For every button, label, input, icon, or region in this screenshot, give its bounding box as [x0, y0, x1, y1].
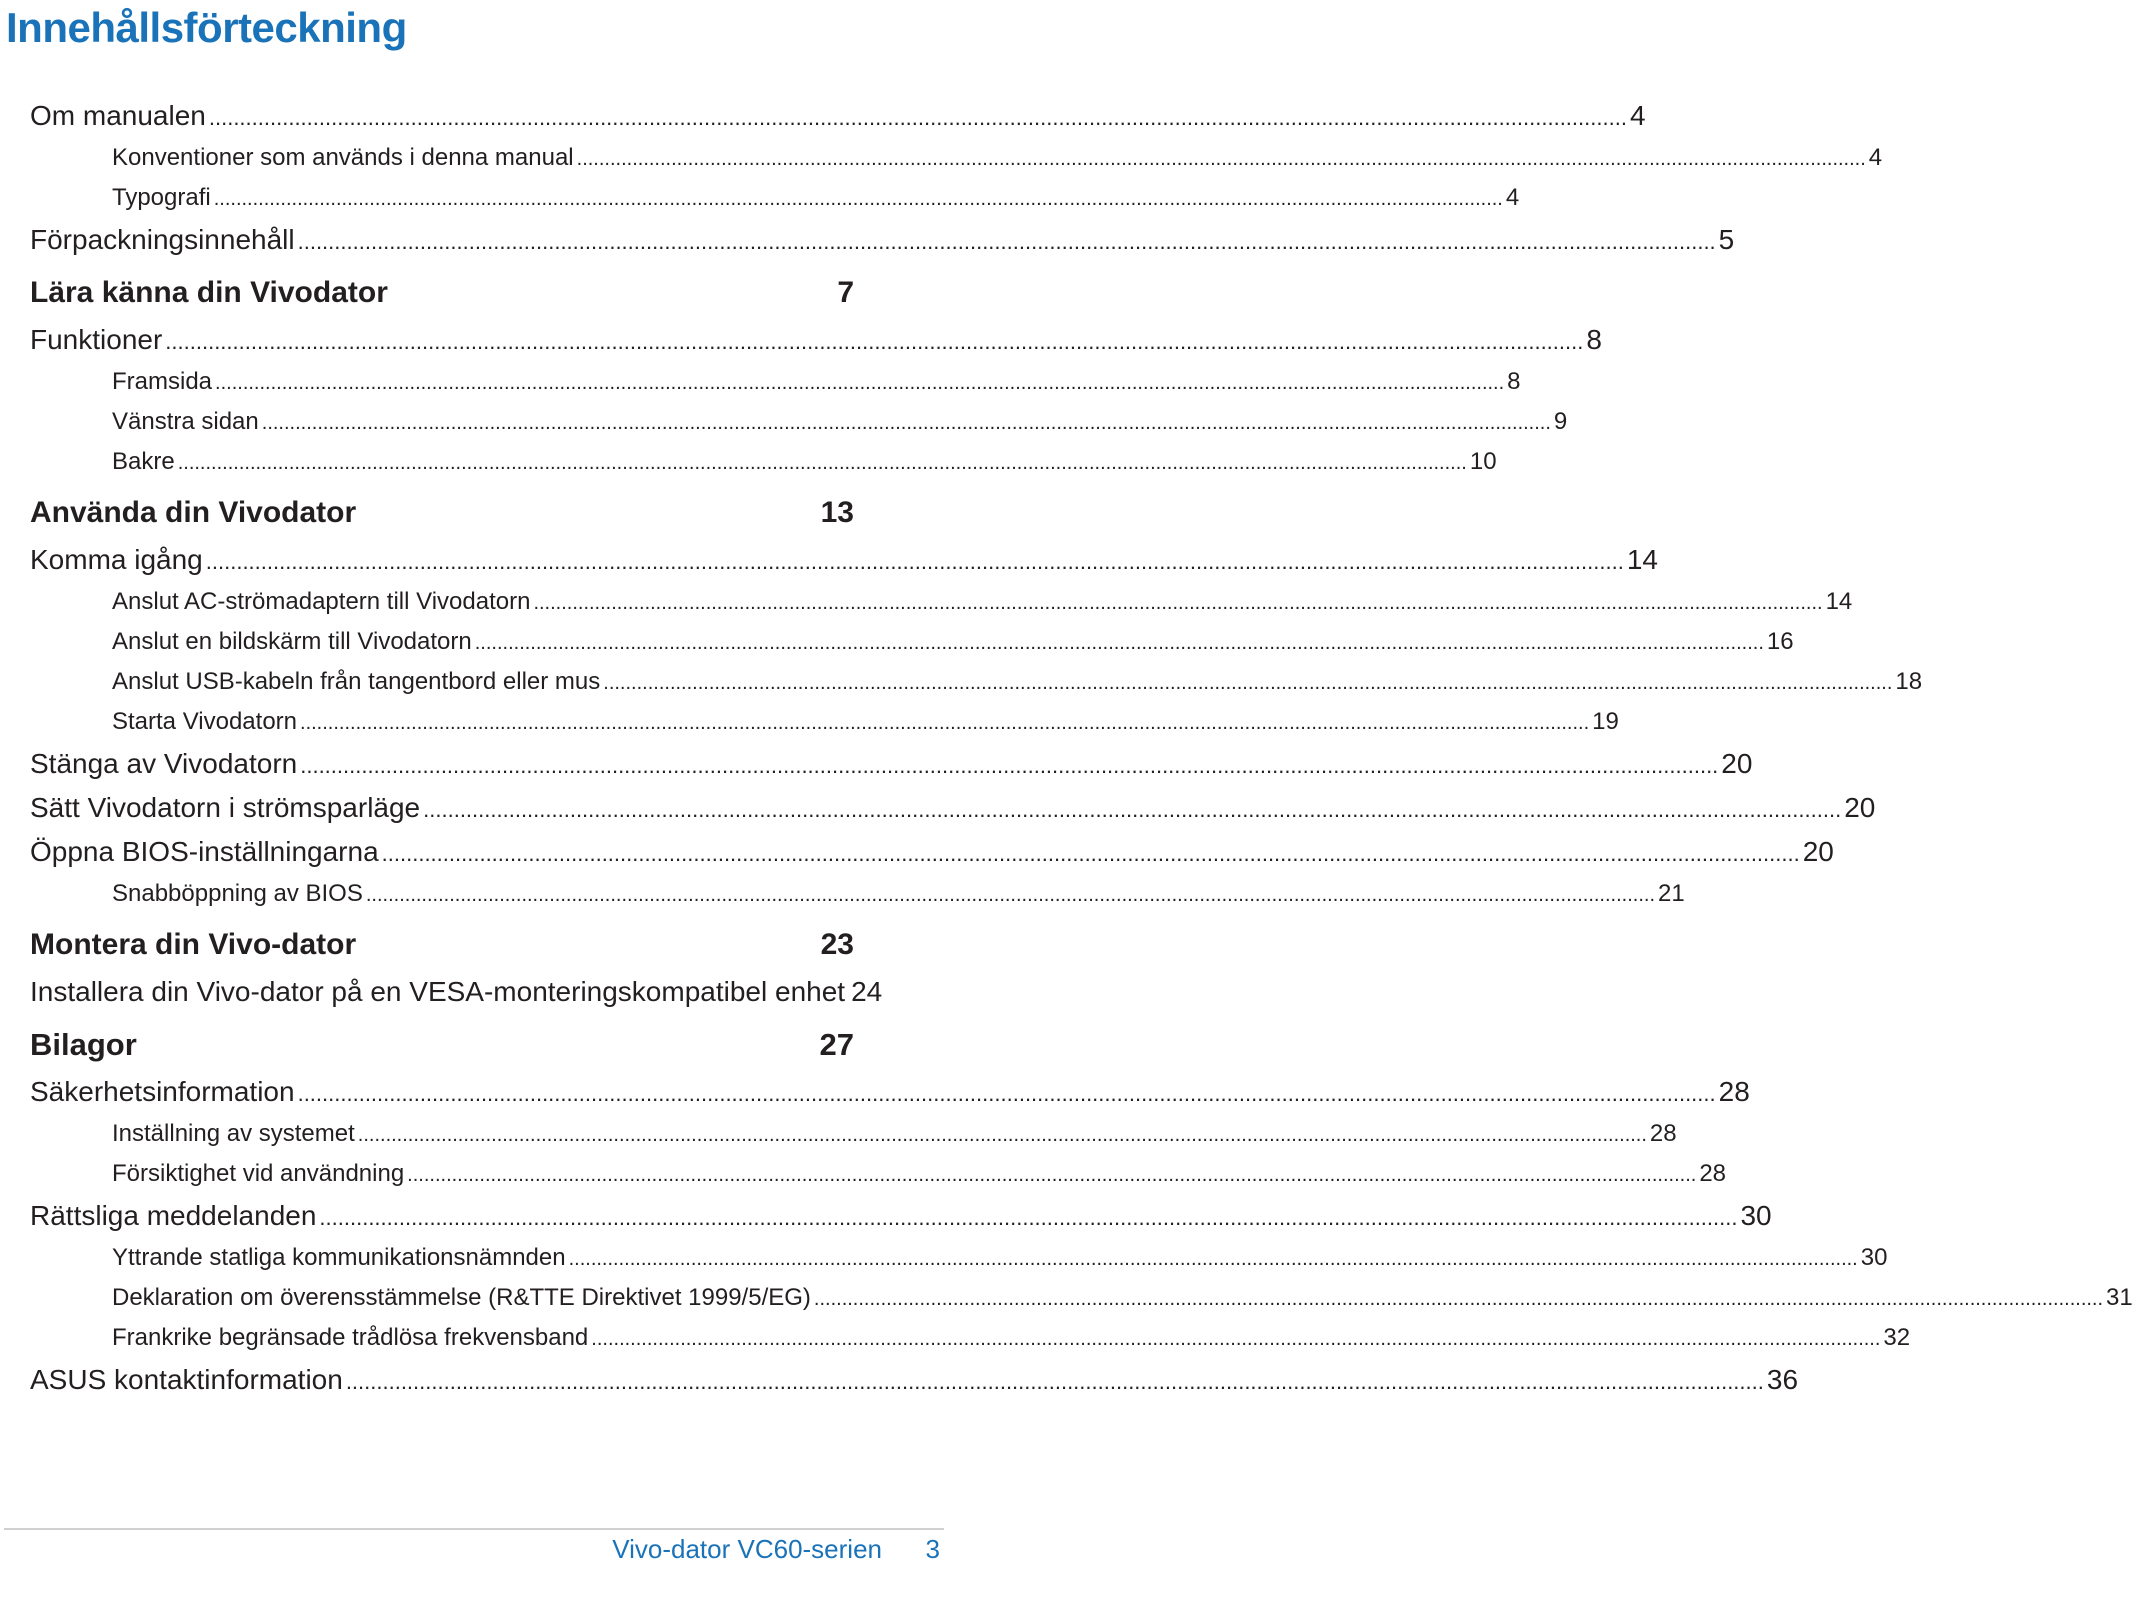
toc-entry-framsida[interactable]: [30, 362, 1521, 402]
dot-leader: [165, 320, 1583, 364]
toc-entry-anslut-bildskarm[interactable]: [30, 622, 1794, 662]
toc-label: Installera din Vivo-dator på en VESA-monteringskompatibel enhet: [30, 976, 846, 1007]
toc-label: Om manualen: [30, 100, 206, 131]
toc-chapter-montera[interactable]: [30, 920, 854, 970]
dot-leader: [423, 788, 1841, 832]
toc-page-number: 19: [1592, 708, 1619, 735]
footer-divider: [4, 1528, 944, 1530]
toc-label: Frankrike begränsade trådlösa frekvensband: [112, 1324, 589, 1351]
footer-page-number: 3: [925, 1534, 940, 1564]
toc-page-number: 4: [1505, 184, 1520, 211]
toc-label: Framsida: [112, 368, 213, 395]
toc-page-number: 4: [1629, 100, 1646, 131]
dot-leader: [262, 403, 1551, 443]
toc-label: Försiktighet vid användning: [112, 1160, 405, 1187]
toc-entry-bakre[interactable]: [30, 442, 1497, 482]
dot-leader: [319, 1196, 1737, 1240]
toc-chapter-anvanda[interactable]: [30, 488, 854, 538]
toc-page-number: 8: [1586, 324, 1602, 355]
toc-entry-stanga-av[interactable]: [30, 742, 1753, 786]
toc-entry-anslut-usb[interactable]: [30, 662, 1923, 702]
toc-chapter-label: Bilagor: [30, 1027, 137, 1062]
dot-leader: [814, 1279, 2103, 1319]
toc-entry-om-manualen[interactable]: [30, 94, 1646, 138]
page-title: Innehållsförteckning: [6, 4, 407, 51]
dot-leader: [382, 832, 1800, 876]
dot-leader: [475, 623, 1764, 663]
toc-page-number: 8: [1507, 368, 1521, 395]
toc-entry-stromsparlage[interactable]: [30, 786, 1876, 830]
toc-label: Rättsliga meddelanden: [30, 1200, 317, 1231]
toc-page-number: 5: [1718, 224, 1735, 255]
toc-chapter-bilagor[interactable]: [30, 1020, 854, 1070]
toc-entry-komma-igang[interactable]: [30, 538, 1658, 582]
toc-page-number: 14: [1825, 588, 1853, 615]
toc-entry-forpackningsinnehall[interactable]: [30, 218, 1735, 262]
toc-page-number: 24: [851, 976, 883, 1007]
footer-product-name: Vivo-dator VC60-serien: [612, 1534, 882, 1564]
toc-label: Förpackningsinnehåll: [30, 224, 295, 255]
table-of-contents: [30, 94, 2133, 1402]
toc-label: Typografi: [112, 184, 211, 211]
toc-page-number: 30: [1860, 1244, 1888, 1271]
toc-page-number: 36: [1766, 1364, 1799, 1395]
toc-chapter-label: Använda din Vivodator: [30, 496, 357, 529]
toc-label: Snabböppning av BIOS: [112, 880, 363, 907]
dot-leader: [407, 1155, 1696, 1195]
toc-entry-deklaration[interactable]: [30, 1278, 2133, 1318]
toc-page-number: 27: [819, 1027, 854, 1062]
dot-leader: [214, 179, 1503, 219]
toc-entry-starta[interactable]: [30, 702, 1619, 742]
toc-entry-asus-kontakt[interactable]: [30, 1358, 1799, 1402]
toc-chapter-lara-kanna[interactable]: [30, 268, 854, 318]
toc-page-number: 16: [1766, 628, 1794, 655]
toc-label: Stänga av Vivodatorn: [30, 748, 298, 779]
toc-page-number: 13: [820, 496, 854, 529]
toc-chapter-label: Lära känna din Vivodator: [30, 276, 388, 309]
toc-page-number: 18: [1895, 668, 1923, 695]
toc-entry-forsiktighet[interactable]: [30, 1154, 1727, 1194]
toc-page-number: 28: [1649, 1120, 1677, 1147]
toc-page-number: 32: [1883, 1324, 1911, 1351]
dot-leader: [300, 744, 1718, 788]
dot-leader: [346, 1360, 1764, 1404]
toc-page-number: 28: [1718, 1076, 1750, 1107]
toc-label: Sätt Vivodatorn i strömsparläge: [30, 792, 421, 823]
toc-entry-installning-systemet[interactable]: [30, 1114, 1677, 1154]
dot-leader: [298, 220, 1716, 264]
dot-leader: [300, 703, 1589, 743]
dot-leader: [298, 1072, 1716, 1116]
dot-leader: [209, 96, 1627, 140]
toc-page-number: 20: [1802, 836, 1834, 867]
toc-page-number: 28: [1699, 1160, 1727, 1187]
toc-page-number: 4: [1868, 144, 1883, 171]
toc-label: Öppna BIOS-inställningarna: [30, 836, 379, 867]
toc-label: Konventioner som används i denna manual: [112, 144, 574, 171]
toc-entry-snabboppning[interactable]: [30, 874, 1685, 914]
dot-leader: [366, 875, 1655, 915]
dot-leader: [533, 583, 1822, 623]
toc-page-number: 23: [820, 928, 854, 961]
toc-label: Komma igång: [30, 544, 203, 575]
toc-page-number: 30: [1740, 1200, 1772, 1231]
toc-entry-bios[interactable]: [30, 830, 1834, 874]
dot-leader: [358, 1115, 1647, 1155]
toc-label: Vänstra sidan: [112, 408, 259, 435]
toc-chapter-label: Montera din Vivo-dator: [30, 928, 357, 961]
toc-page-number: 20: [1844, 792, 1876, 823]
toc-label: Starta Vivodatorn: [112, 708, 298, 735]
dot-leader: [577, 139, 1866, 179]
toc-entry-typografi[interactable]: [30, 178, 1520, 218]
toc-page-number: 20: [1721, 748, 1753, 779]
toc-label: Bakre: [112, 448, 175, 475]
toc-page-number: 10: [1469, 448, 1497, 475]
dot-leader: [215, 363, 1504, 403]
toc-label: Anslut en bildskärm till Vivodatorn: [112, 628, 472, 655]
toc-label: Deklaration om överensstämmelse (R&TTE Direktivet 1999/5/EG): [112, 1284, 811, 1311]
toc-page-number: 7: [837, 276, 854, 309]
toc-label: Säkerhetsinformation: [30, 1076, 295, 1107]
dot-leader: [178, 443, 1467, 483]
toc-entry-anslut-ac[interactable]: [30, 582, 1853, 622]
toc-entry-konventioner[interactable]: [30, 138, 1883, 178]
toc-entry-funktioner[interactable]: [30, 318, 1602, 362]
toc-entry-frankrike[interactable]: [30, 1318, 1911, 1358]
toc-entry-sakerhetsinformation[interactable]: [30, 1070, 1750, 1114]
toc-page-number: 14: [1626, 544, 1658, 575]
toc-label: Yttrande statliga kommunikationsnämnden: [112, 1244, 566, 1271]
toc-page-number: 9: [1553, 408, 1568, 435]
toc-entry-installera-vesa[interactable]: [30, 970, 883, 1014]
toc-entry-yttrande[interactable]: [30, 1238, 1888, 1278]
toc-label: Anslut USB-kabeln från tangentbord eller mus: [112, 668, 601, 695]
dot-leader: [591, 1319, 1880, 1359]
toc-label: ASUS kontaktinformation: [30, 1364, 343, 1395]
dot-leader: [603, 663, 1892, 703]
toc-page-number: 21: [1658, 880, 1685, 907]
toc-entry-vanstra-sidan[interactable]: [30, 402, 1568, 442]
dot-leader: [206, 540, 1624, 584]
toc-page-number: 31: [2106, 1284, 2133, 1311]
toc-label: Funktioner: [30, 324, 163, 355]
dot-leader: [569, 1239, 1858, 1279]
toc-label: Inställning av systemet: [112, 1120, 355, 1147]
toc-label: Anslut AC-strömadaptern till Vivodatorn: [112, 588, 531, 615]
toc-entry-rattsliga[interactable]: [30, 1194, 1772, 1238]
